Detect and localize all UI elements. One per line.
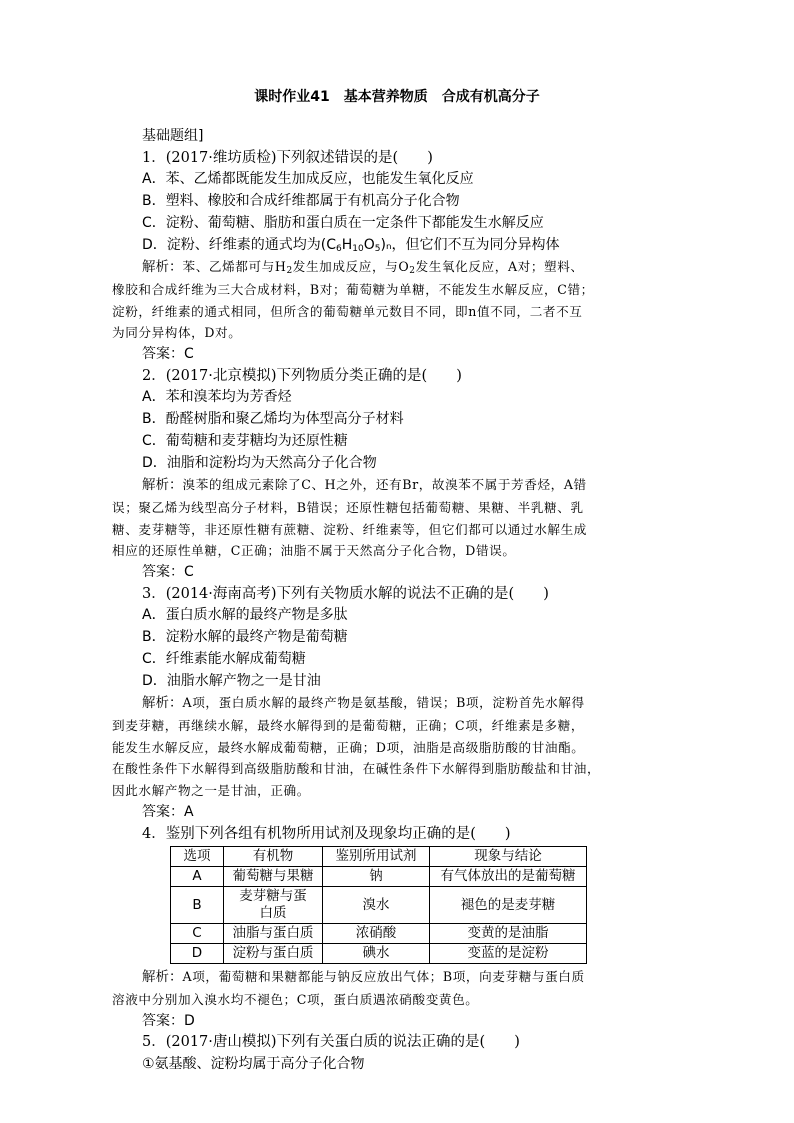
explanation-label: 解析： bbox=[142, 695, 183, 712]
cell: 钠 bbox=[323, 867, 430, 887]
cell: 溴水 bbox=[323, 887, 430, 924]
explanation-line: 到麦芽糖，再继续水解，最终水解得到的是葡萄糖，正确；C项，纤维素是多糖， bbox=[112, 717, 585, 733]
page-title: 课时作业41 基本营养物质 合成有机高分子 bbox=[254, 89, 540, 105]
table-row bbox=[171, 944, 587, 964]
question-5 bbox=[112, 1032, 657, 1075]
question-2 bbox=[112, 366, 657, 584]
option-a: A．苯、乙烯都既能发生加成反应，也能发生氧化反应 bbox=[142, 171, 474, 188]
subscript: 2 bbox=[286, 266, 293, 277]
explanation-line: 能发生水解反应，最终水解成葡萄糖，正确；D项，油脂是高级脂肪酸的甘油酯。 bbox=[112, 739, 585, 755]
cell: 淀粉与蛋白质 bbox=[224, 944, 323, 964]
option-b: B．酚醛树脂和聚乙烯均为体型高分子材料 bbox=[142, 411, 404, 428]
explanation-line: 为同分异构体，D对。 bbox=[112, 325, 242, 341]
table-header-row bbox=[171, 847, 587, 867]
option-d: D．油脂水解产物之一是甘油 bbox=[142, 672, 321, 689]
cell: 油脂与蛋白质 bbox=[224, 924, 323, 944]
option-b: B．塑料、橡胶和合成纤维都属于有机高分子化合物 bbox=[142, 193, 460, 210]
question-stem: 4．鉴别下列各组有机物所用试剂及现象均正确的是( ) bbox=[142, 825, 511, 842]
option-d: D．油脂和淀粉均为天然高分子化合物 bbox=[142, 454, 377, 471]
subscript: 5 bbox=[374, 243, 381, 254]
subscript: 2 bbox=[409, 266, 416, 277]
explanation-line: 淀粉，纤维素的通式相同，但所含的葡萄糖单元数目不同，即n值不同，二者不互 bbox=[112, 303, 583, 319]
question-stem: 1．(2017·维坊质检)下列叙述错误的是( ) bbox=[142, 149, 433, 166]
cell: 有气体放出的是葡萄糖 bbox=[430, 867, 587, 887]
question-4 bbox=[112, 824, 657, 1033]
explanation-label: 解析： bbox=[142, 477, 183, 494]
cell: D bbox=[171, 944, 224, 964]
cell: A bbox=[171, 867, 224, 887]
explanation-text: A项，葡萄糖和果糖都能与钠反应放出气体；B项，向麦芽糖与蛋白质 bbox=[182, 969, 585, 985]
explanation-line: 溶液中分别加入溴水均不褪色；C项，蛋白质遇浓硝酸变黄色。 bbox=[112, 991, 479, 1007]
question-3 bbox=[112, 584, 657, 824]
explanation-text: A项，蛋白质水解的最终产物是氨基酸，错误；B项，淀粉首先水解得 bbox=[182, 695, 585, 711]
statement-1: ①氨基酸、淀粉均属于高分子化合物 bbox=[142, 1056, 365, 1073]
header-result: 现象与结论 bbox=[430, 847, 587, 867]
explanation-first-line bbox=[112, 692, 657, 715]
explanation-text: 发生氧化反应，A对；塑料、 bbox=[415, 259, 584, 275]
explanation-text: 苯、乙烯都可与H bbox=[182, 259, 287, 275]
explanation-line: 因此水解产物之一是甘油，正确。 bbox=[112, 783, 310, 799]
subscript: 6 bbox=[336, 243, 342, 254]
option-a: A．蛋白质水解的最终产物是多肽 bbox=[142, 607, 348, 624]
explanation-label: 解析： bbox=[142, 259, 183, 276]
header-organic: 有机物 bbox=[224, 847, 323, 867]
cell: 变蓝的是淀粉 bbox=[430, 944, 587, 964]
answer: 答案：C bbox=[142, 564, 194, 581]
header-option: 选项 bbox=[171, 847, 224, 867]
cell: 碘水 bbox=[323, 944, 430, 964]
explanation-line: 糖、麦芽糖等，非还原性糖有蔗糖、淀粉、纤维素等，但它们都可以通过水解生成 bbox=[112, 521, 587, 537]
option-a: A．苯和溴苯均为芳香烃 bbox=[142, 389, 292, 406]
explanation-label: 解析： bbox=[142, 969, 183, 986]
option-d-text: D．淀粉、纤维素的通式均为(C bbox=[142, 236, 337, 253]
header-reagent: 鉴别所用试剂 bbox=[323, 847, 430, 867]
table-row bbox=[171, 887, 587, 924]
question-stem: 2．(2017·北京模拟)下列物质分类正确的是( ) bbox=[142, 367, 462, 384]
explanation-line: 相应的还原性单糖，C正确；油脂不属于天然高分子化合物，D错误。 bbox=[112, 543, 516, 559]
answer: 答案：C bbox=[142, 346, 194, 363]
option-c: C．淀粉、葡萄糖、脂肪和蛋白质在一定条件下都能发生水解反应 bbox=[142, 214, 544, 231]
answer: 答案：D bbox=[142, 1012, 195, 1029]
cell: 褪色的是麦芽糖 bbox=[430, 887, 587, 924]
question-stem: 3．(2014·海南高考)下列有关物质水解的说法不正确的是( ) bbox=[142, 585, 549, 602]
option-c: C．纤维素能水解成葡萄糖 bbox=[142, 650, 306, 667]
formula-part: H bbox=[341, 236, 353, 253]
option-d-text: )ₙ，但它们不互为同分异构体 bbox=[380, 236, 560, 253]
table-row bbox=[171, 924, 587, 944]
option-b: B．淀粉水解的最终产物是葡萄糖 bbox=[142, 629, 348, 646]
table-row bbox=[171, 867, 587, 887]
option-c: C．葡萄糖和麦芽糖均为还原性糖 bbox=[142, 432, 348, 449]
cell: 葡萄糖与果糖 bbox=[224, 867, 323, 887]
explanation-line: 在酸性条件下水解得到高级脂肪酸和甘油，在碱性条件下水解得到脂肪酸盐和甘油， bbox=[112, 761, 601, 777]
explanation-line: 误；聚乙烯为线型高分子材料，B错误；还原性糖包括葡萄糖、果糖、半乳糖、乳 bbox=[112, 499, 584, 515]
answer: 答案：A bbox=[142, 803, 194, 820]
explanation-line: 橡胶和合成纤维为三大合成材料，B对；葡萄糖为单糖，不能发生水解反应，C错； bbox=[112, 281, 594, 297]
option-d bbox=[112, 235, 657, 257]
explanation-first-line bbox=[112, 966, 657, 989]
question-1 bbox=[112, 148, 657, 366]
identification-table bbox=[170, 846, 587, 964]
cell: 麦芽糖与蛋白质 bbox=[224, 887, 323, 924]
cell: 变黄的是油脂 bbox=[430, 924, 587, 944]
cell: C bbox=[171, 924, 224, 944]
explanation-first-line bbox=[112, 256, 657, 279]
formula-part: O bbox=[363, 236, 375, 253]
cell: B bbox=[171, 887, 224, 924]
cell: 浓硝酸 bbox=[323, 924, 430, 944]
explanation-first-line bbox=[112, 474, 657, 497]
explanation-text: 溴苯的组成元素除了C、H之外，还有Br，故溴苯不属于芳香烃，A错 bbox=[182, 477, 587, 493]
section-header: 基础题组] bbox=[142, 128, 204, 144]
subscript: 10 bbox=[352, 243, 364, 254]
question-stem: 5．(2017·唐山模拟)下列有关蛋白质的说法正确的是( ) bbox=[142, 1034, 520, 1051]
explanation-text: 发生加成反应，与O bbox=[292, 259, 410, 275]
content bbox=[112, 126, 657, 1076]
